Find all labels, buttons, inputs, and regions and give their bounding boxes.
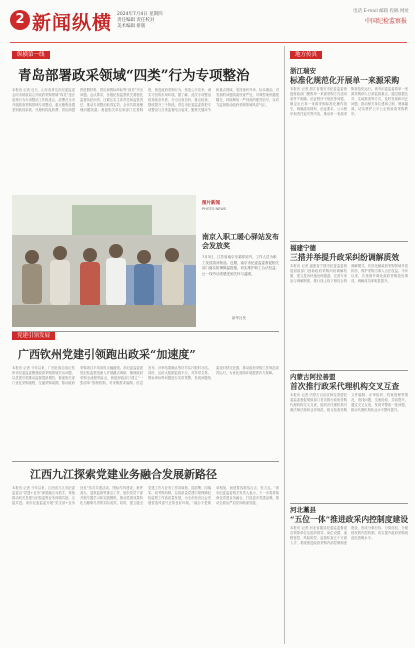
photo-caption: 7月3日，江苏省南京市某驿站内，工作人员为职工发放清凉物品。近期，南京市纪委监委督促相关部门落实防暑降温措施，切实维护职工合法权益，让一线劳动者感受到关怀与温暖。: [202, 255, 279, 276]
photo-title: 南京入职工暖心驿站发布会发放奖: [202, 232, 279, 250]
photo-scene: [12, 195, 196, 327]
masthead: [4, 4, 411, 44]
guangxi-body: 本报讯 记者 今年以来，广西壮族自治区钦州市纪委监委聚焦政府采购领域突出问题，以党建引领推动监督提质增效，督促相关部门优化采购流程、压缩采购周期，推动政府采购项目平均用时大幅缩短。市纪委监委派驻纪检监察组深入开展蹲点调研，梳理政府采购全流程风险点，督促财政部门建立“一张清单”管理机制，对采购需求编制、信息发布、评审结果确认等环节实行限时办结。同时，运用大数据监督平台，对异常交易、围标串标等问题进行实时预警，发现问题线索及时移交处置，推动政府采购工作规范高效运行，为优化营商环境提供有力保障。: [12, 366, 279, 385]
divider-2: [12, 461, 279, 462]
r-divider-1: [290, 241, 408, 242]
masthead-contact: 电话 E-mail 邮箱 投稿 网址: [353, 9, 409, 14]
r3-body: 本报讯 记者 内蒙古自治区阿拉善盟纪委监委督促财政部门首次推行政府采购代理机构交叉互查，组织各代理机构对照法律法规和业务规范，相互检查采购文件编制、评审组织、档案管理等情况，查找问题、交流经验、共同提升。通过交叉互查，发现并整改一批问题，推动代理机构执业水平整体提升。: [290, 393, 408, 412]
news-photo: [12, 195, 196, 327]
r2-body: 本报讯 记者 福建省宁德市纪委监委督促财政部门创新政府采购纠纷调解机制，建立投诉快速处理通道，完善专家参与调解制度，推行线上线下相结合的调解模式，有效化解政府采购领域矛盾纠纷，维护采购当事人合法权益。今年以来，共受理并调处政府采购投诉事项，调解成功率明显提升。: [290, 264, 408, 283]
r3-kicker: 内蒙古阿拉善盟: [290, 373, 336, 381]
section-tab-mid: 党建引领发展: [12, 332, 55, 340]
photo-news-label-en: PHOTO NEWS: [202, 207, 227, 211]
guangxi-headline: 广西钦州党建引领跑出政采“加速度”: [18, 348, 196, 361]
r4-body: 本报讯 记者 河北省藁县纪委监委督促各预算单位从组织领导、岗位设置、流程管控、风险防控、监督检查五个方面入手，系统推进政府采购内部控制制度建设，形成分事行权、分岗设权、分级授权的内控机制，切实提升政府采购规范化管理水平。: [290, 526, 408, 545]
r1-headline: 标准化规范化开展单一来源采购: [290, 76, 400, 85]
r3-headline: 首次推行政采代理机构交叉互查: [290, 382, 400, 391]
meta-design: 美术编辑 排版: [117, 24, 146, 29]
r-divider-2: [290, 370, 408, 371]
r2-kicker: 福建宁德: [290, 244, 316, 252]
meta-editor: 责任编辑 责任校对: [117, 18, 155, 23]
r-divider-3: [290, 503, 408, 504]
lead-headline: 青岛部署政采领域“四类”行为专项整治: [18, 68, 250, 84]
section-tab-left: 纵横第一线: [12, 51, 50, 59]
r4-kicker: 河北藁县: [290, 506, 316, 514]
r1-body: 本报讯 记者 浙江省瑞安市纪委监委督促财政部门聚焦单一来源采购方式适用条件不明确、论证程序不规范等问题，制定出台单一来源采购标准化操作指引，明确适用情形、论证要求、公示程序和责任追究等内容，推动单一来源采购规范化运行。该市纪委监委将单一来源采购纳入日常监督重点，通过数据比对、实地核查等方式，及时发现和纠正问题，推动相关单位建章立制、堵塞漏洞，切实维护公平公正的政府采购秩序。: [290, 87, 408, 116]
jiangxi-body: 本报讯 记者 今年以来，江西省九江市纪委监委以“党建+业务”深度融合为抓手，持续推动机关党建与纪检监察业务同频共振、互促共进。该市纪委监委开展“党支部+业务处室”结对共建活动，围标作风建设、案件查办、巡察监督等重点工作，组织党员干部开展专题学习和实践锻炼，推动党建成果转化为履职尽责的实际成效。同时，建立健全党建工作与业务工作同谋划、同部署、同落实、同考核机制，以高质量党建引领保障纪检监察工作高质量发展，为全市经济社会发展营造风清气正的良好环境。“融合不是简单相加，而是要找准结合点、发力点。”该市纪委监委相关负责人表示，下一步将持续深化党建业务融合，打造更多党建品牌，推动全面从严治党向纵深发展。: [12, 486, 279, 505]
r2-headline: 三措并举提升政采纠纷调解质效: [290, 253, 400, 262]
photo-news-label: 图片新闻: [202, 201, 220, 206]
jiangxi-headline: 江西九江探索党建业务融合发展新路径: [30, 468, 217, 481]
masthead-meta: [117, 12, 187, 30]
section-tab-right: 地方传真: [290, 51, 322, 59]
r4-headline: “五位一体”推进政采内控制度建设: [290, 515, 409, 524]
lead-body: 本报讯 记者 近日，山东省青岛市纪委监委会同市财政局召开政府采购领域“四类”违法违规行为专项整治工作推进会，部署在全市开展政府采购领域专项整治，重点聚焦设置差别歧视条款、代理机构乱收费、供应商提供虚假材料、供应商围标串标等“四类”突出问题。会议要求，各级纪检监察机关要强化监督执纪问责，压紧压实主体责任和监管责任，推动专项整治取得实效。全市共排查梳理问题线索，督促相关单位和部门完善制度，规范政府采购行为，营造公平竞争、诚实守信的市场环境。据了解，此次专项整治将持续至年底，分为自查自纠、重点检查、整改提升三个阶段。青岛市纪委监委将把专项整治与日常监督结合起来，聚焦关键环节和重点领域，坚持查纠并举、标本兼治，对发现的问题线索快查严处，对典型案例通报曝光，持续释放一严到底的强烈信号，以有力监督推动政府采购领域风清气正。: [12, 88, 279, 112]
column-divider: [284, 46, 285, 644]
photo-credit: 新华社发: [232, 316, 246, 320]
section-title: 新闻纵横: [32, 12, 113, 34]
meta-date: 2024年7月4日 星期四: [117, 12, 163, 17]
r1-kicker: 浙江瑞安: [290, 67, 316, 75]
masthead-divider: [10, 42, 407, 43]
page-number-badge: 2: [10, 10, 30, 30]
paper-logo: 中国纪检监察报: [364, 18, 407, 25]
